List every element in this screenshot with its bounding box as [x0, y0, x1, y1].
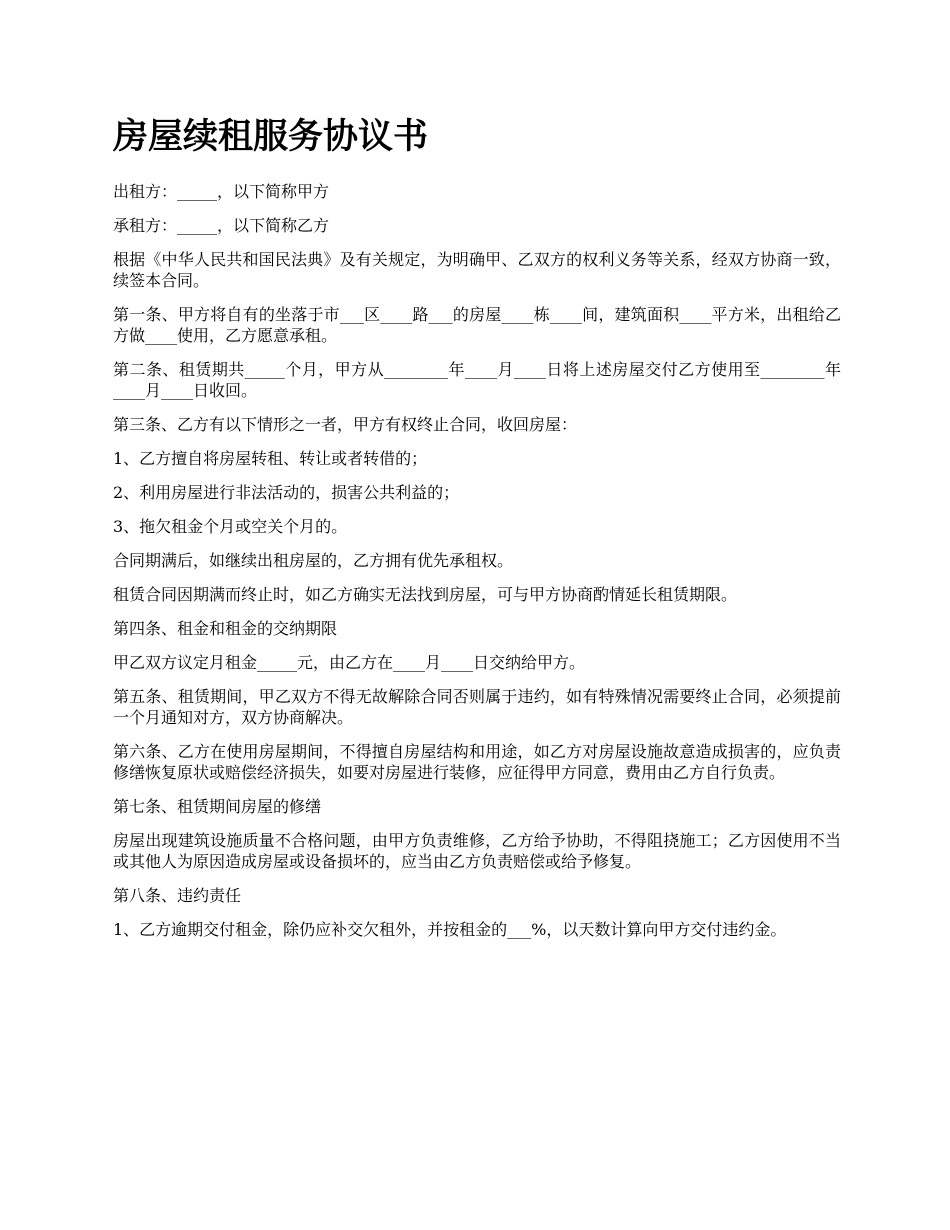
- article-3-item-2: 2、利用房屋进行非法活动的，损害公共利益的；: [113, 483, 460, 502]
- article-7-body: 房屋出现建筑设施质量不合格问题，由甲方负责维修，乙方给予协助，不得阻挠施工；乙方因使用不当或其他人为原因造成房屋或设备损坏的，应当由乙方负责赔偿或给予修复。: [113, 831, 841, 871]
- article-6: 第六条、乙方在使用房屋期间，不得擅自房屋结构和用途，如乙方对房屋设施故意造成损害的，应负责修缮恢复原状或赔偿经济损失，如要对房屋进行装修，应征得甲方同意，费用由乙方自行负责。: [113, 742, 841, 782]
- article-2: 第二条、租赁期共_____个月，甲方从________年____月____日将上述房屋交付乙方使用至________年____月____日收回。: [113, 360, 841, 400]
- article-3: 第三条、乙方有以下情形之一者，甲方有权终止合同，收回房屋：: [113, 415, 578, 434]
- renewal-priority: 合同期满后，如继续出租房屋的，乙方拥有优先承租权。: [113, 551, 514, 570]
- article-5: 第五条、租赁期间，甲乙双方不得无故解除合同否则属于违约，如有特殊情况需要终止合同，必须提前一个月通知对方，双方协商解决。: [113, 687, 841, 727]
- article-1: 第一条、甲方将自有的坐落于市___区____路___的房屋____栋____间，建筑面积____平方米，出租给乙方做____使用，乙方愿意承租。: [113, 305, 841, 345]
- article-3-item-3: 3、拖欠租金个月或空关个月的。: [113, 517, 348, 536]
- party-lessee: 承租方：_____，以下简称乙方: [113, 216, 330, 235]
- article-8-heading: 第八条、违约责任: [113, 886, 242, 905]
- article-8-item-1: 1、乙方逾期交付租金，除仍应补交欠租外，并按租金的___%，以天数计算向甲方交付违约金。: [113, 920, 787, 939]
- article-4-heading: 第四条、租金和租金的交纳期限: [113, 619, 338, 638]
- preamble: 根据《中华人民共和国民法典》及有关规定，为明确甲、乙双方的权利义务等关系，经双方协商一致，续签本合同。: [113, 250, 841, 290]
- article-3-item-1: 1、乙方擅自将房屋转租、转让或者转借的；: [113, 449, 428, 468]
- article-7-heading: 第七条、租赁期间房屋的修缮: [113, 797, 322, 816]
- party-lessor: 出租方：_____，以下简称甲方: [113, 182, 330, 201]
- document-title: 房屋续租服务协议书: [113, 116, 429, 157]
- lease-extension: 租赁合同因期满而终止时，如乙方确实无法找到房屋，可与甲方协商酌情延长租赁期限。: [113, 585, 738, 604]
- article-4-body: 甲乙双方议定月租金_____元，由乙方在____月____日交纳给甲方。: [113, 653, 586, 672]
- document-page: [113, 112, 841, 953]
